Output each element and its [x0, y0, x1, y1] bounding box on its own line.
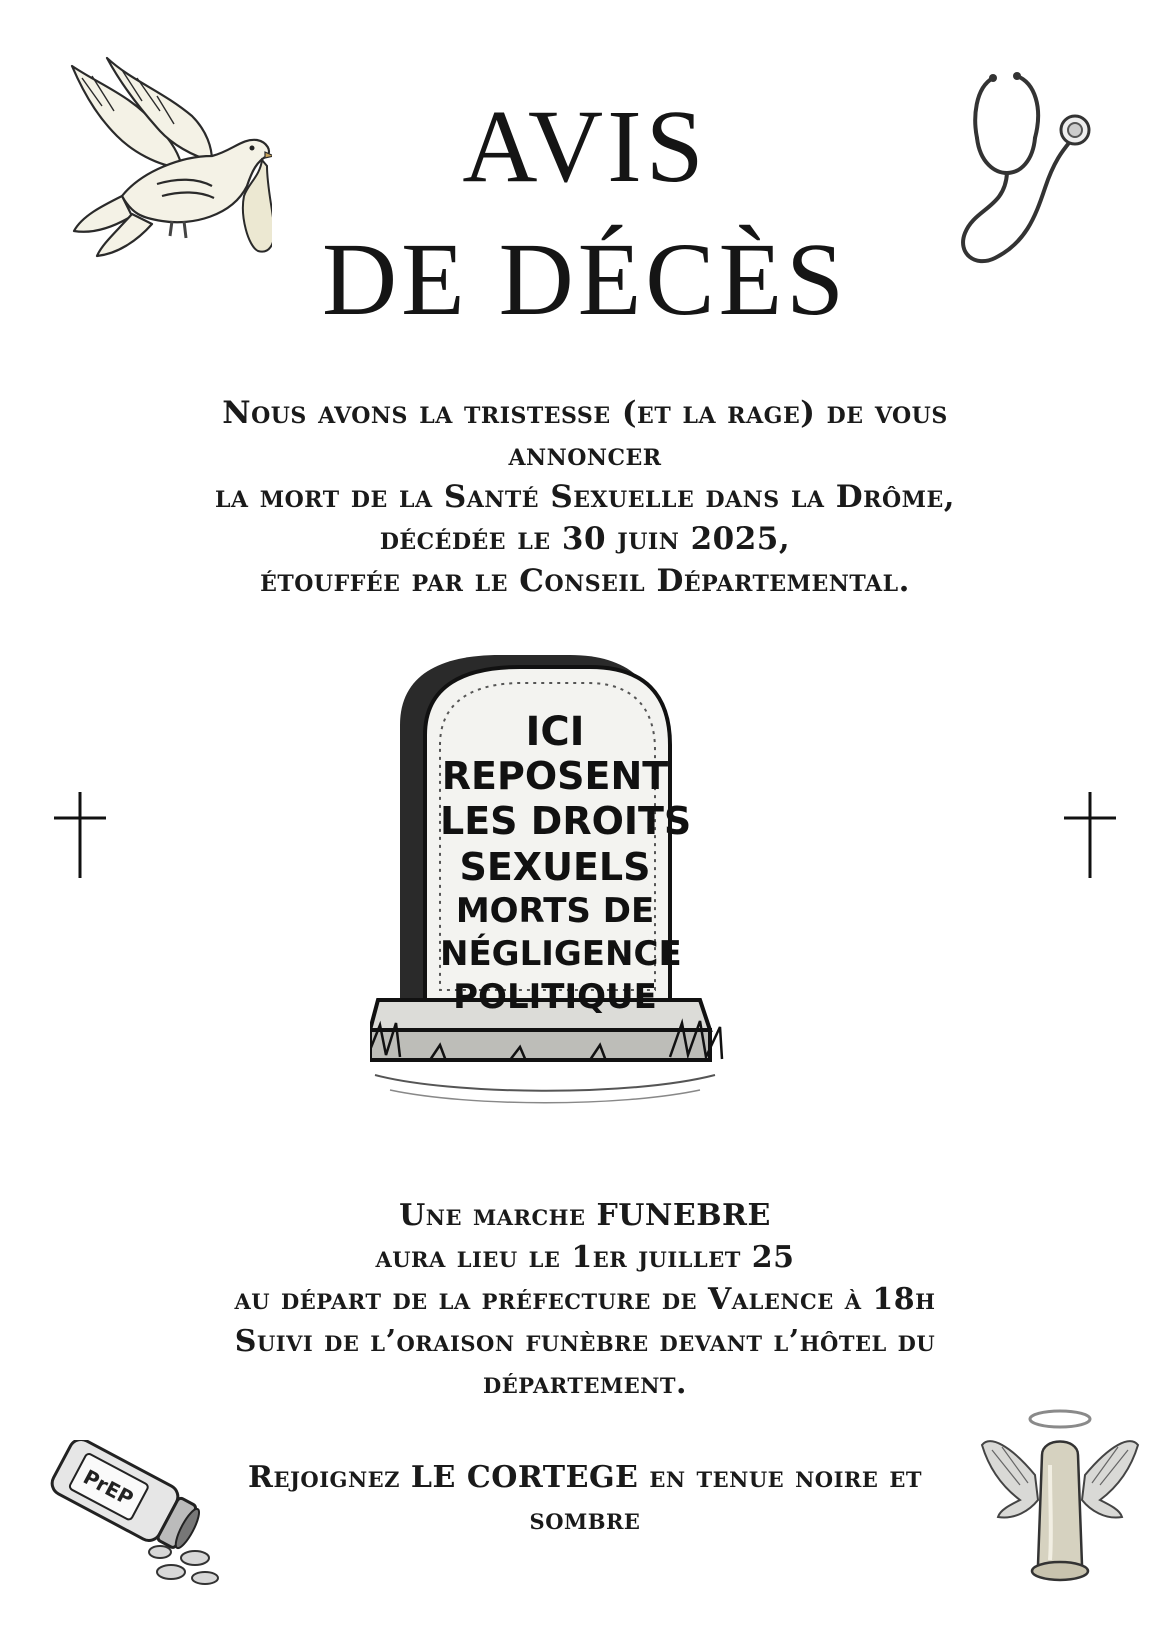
announcement-line: annoncer	[508, 437, 662, 473]
announcement-line: décédée le 30 juin 2025,	[379, 521, 791, 557]
tombstone-text-line: POLITIQUE	[453, 977, 657, 1017]
join-line: sombre	[529, 1502, 641, 1537]
stethoscope-icon	[955, 68, 1095, 268]
announcement-line: la mort de la Santé Sexuelle dans la Drôme,	[214, 479, 956, 515]
cross-icon	[1062, 790, 1118, 880]
announcement-text	[150, 392, 1020, 602]
notice-title-line-2: DE DÉCÈS	[322, 222, 848, 337]
march-announcement	[150, 1195, 1020, 1405]
tombstone-text-line: LES DROITS	[440, 799, 692, 843]
tombstone-text-line: REPOSENT	[441, 754, 669, 798]
notice-title-line-1: AVIS	[462, 89, 708, 204]
march-line: département.	[482, 1366, 687, 1401]
dove-icon	[62, 56, 272, 276]
join-call	[150, 1457, 1020, 1541]
cross-icon	[52, 790, 108, 880]
march-line: au départ de la préfecture de Valence à 18h	[234, 1282, 936, 1317]
announcement-line: Nous avons la tristesse (et la rage) de vous	[222, 395, 948, 431]
march-line: Une marche FUNEBRE	[399, 1198, 771, 1233]
announcement-line: étouffée par le Conseil Départemental.	[260, 563, 910, 599]
angel-condom-icon	[980, 1405, 1140, 1590]
join-line: Rejoignez LE CORTEGE en tenue noire et	[248, 1460, 922, 1495]
tombstone-text-line: MORTS DE	[455, 891, 655, 931]
tombstone-text-line: ICI	[525, 709, 585, 755]
march-line: Suivi de l’oraison funèbre devant l’hôtel du	[234, 1324, 936, 1359]
march-line: aura lieu le 1er juillet 25	[375, 1240, 795, 1275]
pill-bottle-icon	[45, 1440, 235, 1590]
tombstone-text-line: NÉGLIGENCE	[440, 934, 682, 974]
tombstone-text-line: SEXUELS	[459, 845, 651, 889]
pill-bottle-label: PrEP	[79, 1464, 138, 1511]
